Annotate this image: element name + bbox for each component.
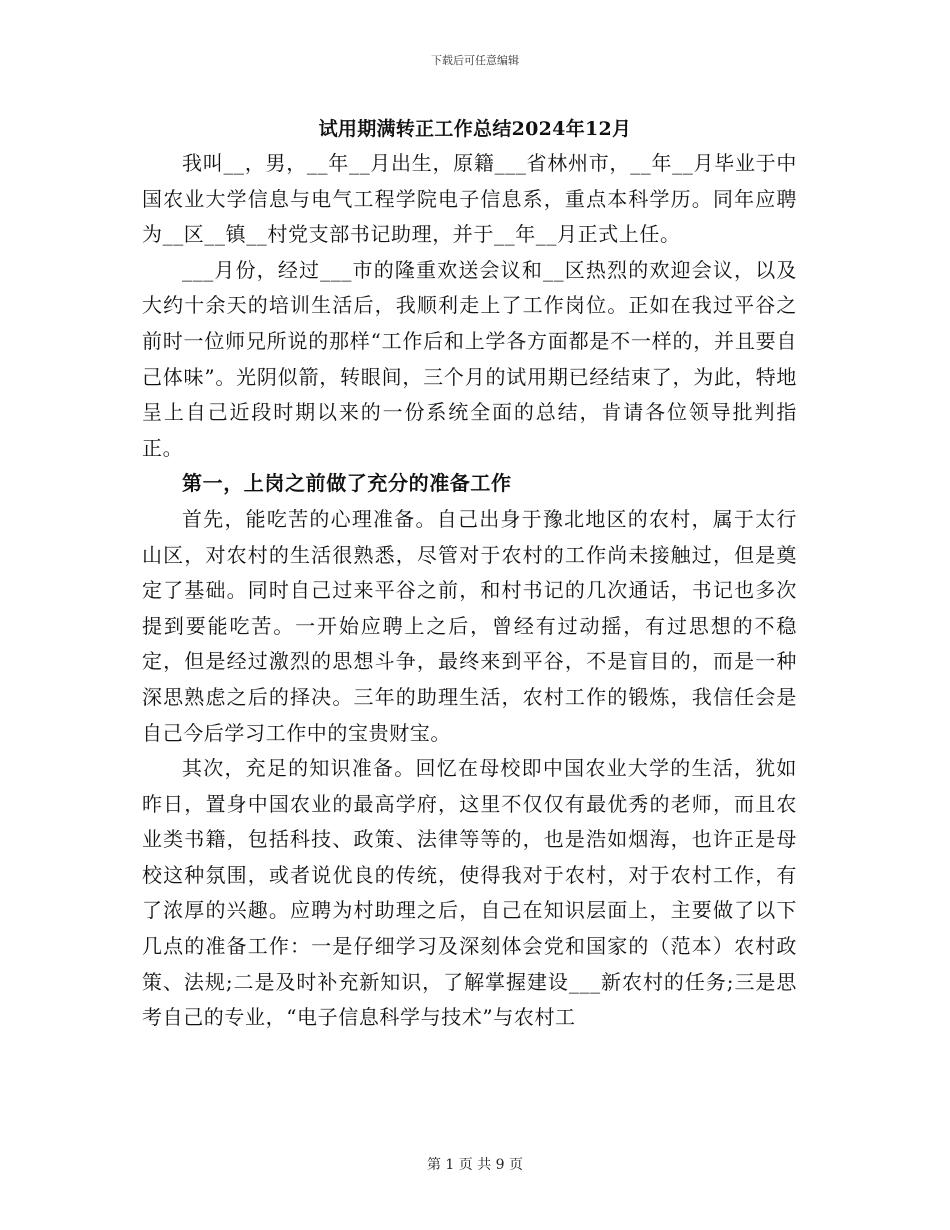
section-heading: 第一，上岗之前做了充分的准备工作: [182, 471, 512, 496]
paragraph-knowledge-preparation: 其次，充足的知识准备。回忆在母校即中国农业大学的生活，犹如昨日，置身中国农业的最高学府，这里不仅仅有最优秀的老师，而且农业类书籍，包括科技、政策、法律等等的，也是浩如烟海，也许正是母校这种氛围，或者说优良的传统，使得我对于农村，对于农村工作，有了浓厚的兴趣。应聘为村助理之后，自己在知识层面上，主要做了以下几点的准备工作：一是仔细学习及深刻体会党和国家的（范本）农村政策、法规;二是及时补充新知识，了解掌握建设___新农村的任务;三是思考自己的专业，“电子信息科学与技术”与农村工: [142, 756, 797, 1030]
document-title: 试用期满转正工作总结2024年12月: [318, 118, 632, 140]
document-body: [142, 146, 797, 1036]
paragraph-mental-preparation: 首先，能吃苦的心理准备。自己出身于豫北地区的农村，属于太行山区，对农村的生活很熟悉，尽管对于农村的工作尚未接触过，但是奠定了基础。同时自己过来平谷之前，和村书记的几次通话，书记也多次提到要能吃苦。一开始应聘上之后，曾经有过动摇，有过思想的不稳定，但是经过激烈的思想斗争，最终来到平谷，不是盲目的，而是一种深思熟虑之后的择决。三年的助理生活，农村工作的锻炼，我信任会是自己今后学习工作中的宝贵财宝。: [142, 506, 797, 745]
paragraph-arrival: ___月份，经过___市的隆重欢送会议和__区热烈的欢迎会议，以及大约十余天的培训生活后，我顺利走上了工作岗位。正如在我过平谷之前时一位师兄所说的那样“工作后和上学各方面都是不一样的，并且要自己体味”。光阴似箭，转眼间，三个月的试用期已经结束了，为此，特地呈上自己近段时期以来的一份系统全面的总结，肯请各位领导批判指正。: [142, 257, 797, 460]
page-number-footer: 第 1 页 共 9 页: [426, 1157, 524, 1173]
page-header-note: 下载后可任意编辑: [431, 54, 519, 67]
paragraph-intro: 我叫__，男，__年__月出生，原籍___省林州市，__年__月毕业于中国农业大学信息与电气工程学院电子信息系，重点本科学历。同年应聘为__区__镇__村党支部书记助理，并于__年__月正式上任。: [142, 151, 797, 247]
